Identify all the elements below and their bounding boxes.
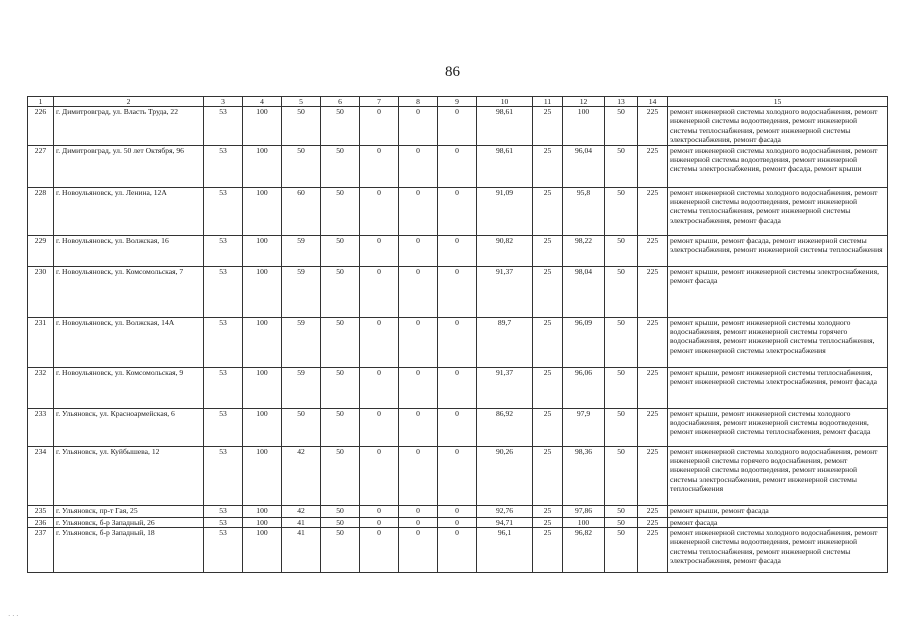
value-cell: 100 — [243, 408, 282, 446]
value-cell: 50 — [605, 145, 638, 187]
value-cell: 97,86 — [563, 505, 605, 517]
table-row — [28, 317, 888, 367]
table-row — [28, 235, 888, 266]
address-cell: г. Димитровград, ул. 50 лет Октября, 96 — [54, 145, 204, 187]
value-cell: 53 — [204, 145, 243, 187]
value-cell: 225 — [638, 517, 668, 527]
value-cell: 25 — [533, 235, 563, 266]
value-cell: 50 — [282, 107, 321, 146]
address-cell: г. Новоульяновск, ул. Комсомольская, 9 — [54, 367, 204, 408]
value-cell: 100 — [243, 505, 282, 517]
value-cell: 98,36 — [563, 446, 605, 505]
value-cell: 25 — [533, 517, 563, 527]
value-cell: 50 — [321, 145, 360, 187]
work-description-cell: ремонт инженерной системы холодного водоснабжения, ремонт инженерной системы водоотведения, ремонт инженерной системы теплоснабжения, ремонт инженерной системы электроснабжения, ремонт фасада — [668, 187, 888, 235]
value-cell: 0 — [399, 367, 438, 408]
value-cell: 0 — [360, 528, 399, 573]
value-cell: 225 — [638, 408, 668, 446]
value-cell: 53 — [204, 367, 243, 408]
value-cell: 0 — [438, 408, 477, 446]
address-cell: г. Димитровград, ул. Власть Труда, 22 — [54, 107, 204, 146]
value-cell: 50 — [321, 528, 360, 573]
column-header: 2 — [54, 97, 204, 107]
address-cell: г. Ульяновск, пр-т Гая, 25 — [54, 505, 204, 517]
register-table — [27, 96, 888, 573]
value-cell: 0 — [360, 266, 399, 317]
value-cell: 53 — [204, 266, 243, 317]
value-cell: 25 — [533, 367, 563, 408]
column-header: 11 — [533, 97, 563, 107]
value-cell: 0 — [438, 107, 477, 146]
value-cell: 0 — [399, 528, 438, 573]
value-cell: 25 — [533, 505, 563, 517]
value-cell: 0 — [360, 408, 399, 446]
address-cell: г. Новоульяновск, ул. Комсомольская, 7 — [54, 266, 204, 317]
value-cell: 232 — [28, 367, 54, 408]
value-cell: 233 — [28, 408, 54, 446]
value-cell: 89,7 — [477, 317, 533, 367]
value-cell: 0 — [438, 517, 477, 527]
value-cell: 90,26 — [477, 446, 533, 505]
value-cell: 53 — [204, 107, 243, 146]
value-cell: 100 — [243, 528, 282, 573]
value-cell: 42 — [282, 505, 321, 517]
value-cell: 59 — [282, 266, 321, 317]
table-row — [28, 408, 888, 446]
value-cell: 0 — [360, 446, 399, 505]
value-cell: 53 — [204, 408, 243, 446]
column-header: 9 — [438, 97, 477, 107]
value-cell: 59 — [282, 367, 321, 408]
value-cell: 91,09 — [477, 187, 533, 235]
value-cell: 0 — [399, 107, 438, 146]
value-cell: 53 — [204, 446, 243, 505]
value-cell: 0 — [438, 528, 477, 573]
value-cell: 231 — [28, 317, 54, 367]
value-cell: 96,04 — [563, 145, 605, 187]
table-row — [28, 517, 888, 527]
value-cell: 25 — [533, 187, 563, 235]
value-cell: 0 — [360, 367, 399, 408]
value-cell: 41 — [282, 517, 321, 527]
value-cell: 235 — [28, 505, 54, 517]
value-cell: 0 — [399, 235, 438, 266]
value-cell: 226 — [28, 107, 54, 146]
value-cell: 98,61 — [477, 107, 533, 146]
value-cell: 90,82 — [477, 235, 533, 266]
value-cell: 0 — [399, 145, 438, 187]
column-header: 10 — [477, 97, 533, 107]
value-cell: 59 — [282, 235, 321, 266]
address-cell: г. Ульяновск, б-р Западный, 26 — [54, 517, 204, 527]
value-cell: 50 — [321, 408, 360, 446]
value-cell: 50 — [605, 266, 638, 317]
value-cell: 50 — [605, 235, 638, 266]
value-cell: 0 — [438, 317, 477, 367]
work-description-cell: ремонт крыши, ремонт фасада, ремонт инженерной системы электроснабжения, ремонт инженерной системы теплоснабжения — [668, 235, 888, 266]
value-cell: 225 — [638, 446, 668, 505]
value-cell: 225 — [638, 528, 668, 573]
value-cell: 50 — [605, 517, 638, 527]
value-cell: 50 — [605, 446, 638, 505]
value-cell: 228 — [28, 187, 54, 235]
address-cell: г. Ульяновск, б-р Западный, 18 — [54, 528, 204, 573]
value-cell: 53 — [204, 517, 243, 527]
page-number: 86 — [445, 64, 460, 80]
value-cell: 100 — [243, 187, 282, 235]
column-header: 15 — [668, 97, 888, 107]
value-cell: 98,61 — [477, 145, 533, 187]
column-header: 7 — [360, 97, 399, 107]
value-cell: 50 — [321, 187, 360, 235]
address-cell: г. Новоульяновск, ул. Ленина, 12А — [54, 187, 204, 235]
work-description-cell: ремонт фасада — [668, 517, 888, 527]
value-cell: 100 — [243, 145, 282, 187]
value-cell: 236 — [28, 517, 54, 527]
work-description-cell: ремонт крыши, ремонт инженерной системы холодного водоснабжения, ремонт инженерной системы горячего водоснабжения, ремонт инженерной системы теплоснабжения, ремонт инженерной системы электроснабжения — [668, 317, 888, 367]
value-cell: 234 — [28, 446, 54, 505]
value-cell: 0 — [360, 187, 399, 235]
value-cell: 225 — [638, 187, 668, 235]
value-cell: 96,09 — [563, 317, 605, 367]
value-cell: 60 — [282, 187, 321, 235]
value-cell: 50 — [605, 408, 638, 446]
table-row — [28, 266, 888, 317]
value-cell: 50 — [321, 505, 360, 517]
value-cell: 225 — [638, 235, 668, 266]
scan-margin-marks: · · · — [8, 612, 19, 620]
value-cell: 225 — [638, 367, 668, 408]
value-cell: 0 — [438, 266, 477, 317]
work-description-cell: ремонт инженерной системы холодного водоснабжения, ремонт инженерной системы водоотведения, ремонт инженерной системы теплоснабжения, ремонт инженерной системы электроснабжения, ремонт фасада — [668, 528, 888, 573]
value-cell: 59 — [282, 317, 321, 367]
value-cell: 96,1 — [477, 528, 533, 573]
value-cell: 0 — [360, 107, 399, 146]
value-cell: 100 — [243, 367, 282, 408]
column-header: 1 — [28, 97, 54, 107]
value-cell: 98,04 — [563, 266, 605, 317]
table-row — [28, 107, 888, 146]
value-cell: 25 — [533, 145, 563, 187]
value-cell: 50 — [605, 107, 638, 146]
address-cell: г. Ульяновск, ул. Красноармейская, 6 — [54, 408, 204, 446]
value-cell: 50 — [282, 408, 321, 446]
value-cell: 227 — [28, 145, 54, 187]
work-description-cell: ремонт инженерной системы холодного водоснабжения, ремонт инженерной системы водоотведения, ремонт инженерной системы теплоснабжения, ремонт инженерной системы электроснабжения, ремонт фасада — [668, 107, 888, 146]
value-cell: 225 — [638, 317, 668, 367]
value-cell: 97,9 — [563, 408, 605, 446]
value-cell: 100 — [563, 107, 605, 146]
value-cell: 0 — [438, 145, 477, 187]
value-cell: 0 — [360, 317, 399, 367]
value-cell: 25 — [533, 408, 563, 446]
value-cell: 53 — [204, 528, 243, 573]
value-cell: 50 — [321, 367, 360, 408]
value-cell: 25 — [533, 317, 563, 367]
address-cell: г. Новоульяновск, ул. Волжская, 16 — [54, 235, 204, 266]
value-cell: 0 — [399, 266, 438, 317]
value-cell: 225 — [638, 145, 668, 187]
header-row — [28, 97, 888, 107]
work-description-cell: ремонт крыши, ремонт фасада — [668, 505, 888, 517]
value-cell: 50 — [321, 446, 360, 505]
column-header: 6 — [321, 97, 360, 107]
column-header: 14 — [638, 97, 668, 107]
value-cell: 225 — [638, 505, 668, 517]
value-cell: 53 — [204, 317, 243, 367]
value-cell: 100 — [243, 446, 282, 505]
value-cell: 50 — [605, 187, 638, 235]
value-cell: 50 — [605, 367, 638, 408]
value-cell: 50 — [321, 517, 360, 527]
column-header: 12 — [563, 97, 605, 107]
value-cell: 0 — [399, 505, 438, 517]
address-cell: г. Новоульяновск, ул. Волжская, 14А — [54, 317, 204, 367]
value-cell: 42 — [282, 446, 321, 505]
value-cell: 41 — [282, 528, 321, 573]
table-row — [28, 187, 888, 235]
table-row — [28, 145, 888, 187]
value-cell: 25 — [533, 446, 563, 505]
table-row — [28, 367, 888, 408]
value-cell: 94,71 — [477, 517, 533, 527]
value-cell: 95,8 — [563, 187, 605, 235]
value-cell: 229 — [28, 235, 54, 266]
table-row — [28, 528, 888, 573]
column-header: 3 — [204, 97, 243, 107]
value-cell: 0 — [399, 408, 438, 446]
value-cell: 50 — [321, 266, 360, 317]
value-cell: 237 — [28, 528, 54, 573]
column-header: 8 — [399, 97, 438, 107]
value-cell: 0 — [438, 446, 477, 505]
value-cell: 53 — [204, 505, 243, 517]
value-cell: 91,37 — [477, 266, 533, 317]
value-cell: 96,06 — [563, 367, 605, 408]
value-cell: 0 — [399, 446, 438, 505]
column-header: 5 — [282, 97, 321, 107]
value-cell: 100 — [243, 235, 282, 266]
value-cell: 0 — [438, 235, 477, 266]
value-cell: 98,22 — [563, 235, 605, 266]
value-cell: 50 — [321, 107, 360, 146]
value-cell: 0 — [438, 505, 477, 517]
value-cell: 50 — [605, 317, 638, 367]
value-cell: 50 — [605, 528, 638, 573]
value-cell: 86,92 — [477, 408, 533, 446]
table-row — [28, 505, 888, 517]
work-description-cell: ремонт крыши, ремонт инженерной системы холодного водоснабжения, ремонт инженерной системы водоотведения, ремонт инженерной системы теплоснабжения, ремонт фасада — [668, 408, 888, 446]
value-cell: 25 — [533, 266, 563, 317]
value-cell: 100 — [243, 517, 282, 527]
value-cell: 0 — [360, 505, 399, 517]
work-description-cell: ремонт инженерной системы холодного водоснабжения, ремонт инженерной системы горячего водоснабжения, ремонт инженерной системы водоотведения, ремонт инженерной системы электроснабжения, ремонт инженерной системы теплоснабжения — [668, 446, 888, 505]
work-description-cell: ремонт инженерной системы холодного водоснабжения, ремонт инженерной системы водоотведения, ремонт инженерной системы электроснабжения, ремонт фасада, ремонт крыши — [668, 145, 888, 187]
value-cell: 25 — [533, 107, 563, 146]
value-cell: 100 — [563, 517, 605, 527]
value-cell: 0 — [399, 517, 438, 527]
value-cell: 100 — [243, 317, 282, 367]
value-cell: 96,82 — [563, 528, 605, 573]
value-cell: 25 — [533, 528, 563, 573]
value-cell: 100 — [243, 107, 282, 146]
value-cell: 92,76 — [477, 505, 533, 517]
value-cell: 50 — [321, 235, 360, 266]
work-description-cell: ремонт крыши, ремонт инженерной системы электроснабжения, ремонт фасада — [668, 266, 888, 317]
value-cell: 225 — [638, 107, 668, 146]
value-cell: 53 — [204, 187, 243, 235]
value-cell: 91,37 — [477, 367, 533, 408]
value-cell: 0 — [438, 367, 477, 408]
value-cell: 0 — [360, 235, 399, 266]
value-cell: 0 — [360, 517, 399, 527]
value-cell: 0 — [399, 317, 438, 367]
value-cell: 50 — [605, 505, 638, 517]
address-cell: г. Ульяновск, ул. Куйбышева, 12 — [54, 446, 204, 505]
value-cell: 230 — [28, 266, 54, 317]
value-cell: 225 — [638, 266, 668, 317]
value-cell: 53 — [204, 235, 243, 266]
column-header: 4 — [243, 97, 282, 107]
table-row — [28, 446, 888, 505]
value-cell: 0 — [360, 145, 399, 187]
column-header: 13 — [605, 97, 638, 107]
value-cell: 0 — [438, 187, 477, 235]
value-cell: 0 — [399, 187, 438, 235]
value-cell: 100 — [243, 266, 282, 317]
value-cell: 50 — [282, 145, 321, 187]
work-description-cell: ремонт крыши, ремонт инженерной системы теплоснабжения, ремонт инженерной системы электроснабжения, ремонт фасада — [668, 367, 888, 408]
value-cell: 50 — [321, 317, 360, 367]
